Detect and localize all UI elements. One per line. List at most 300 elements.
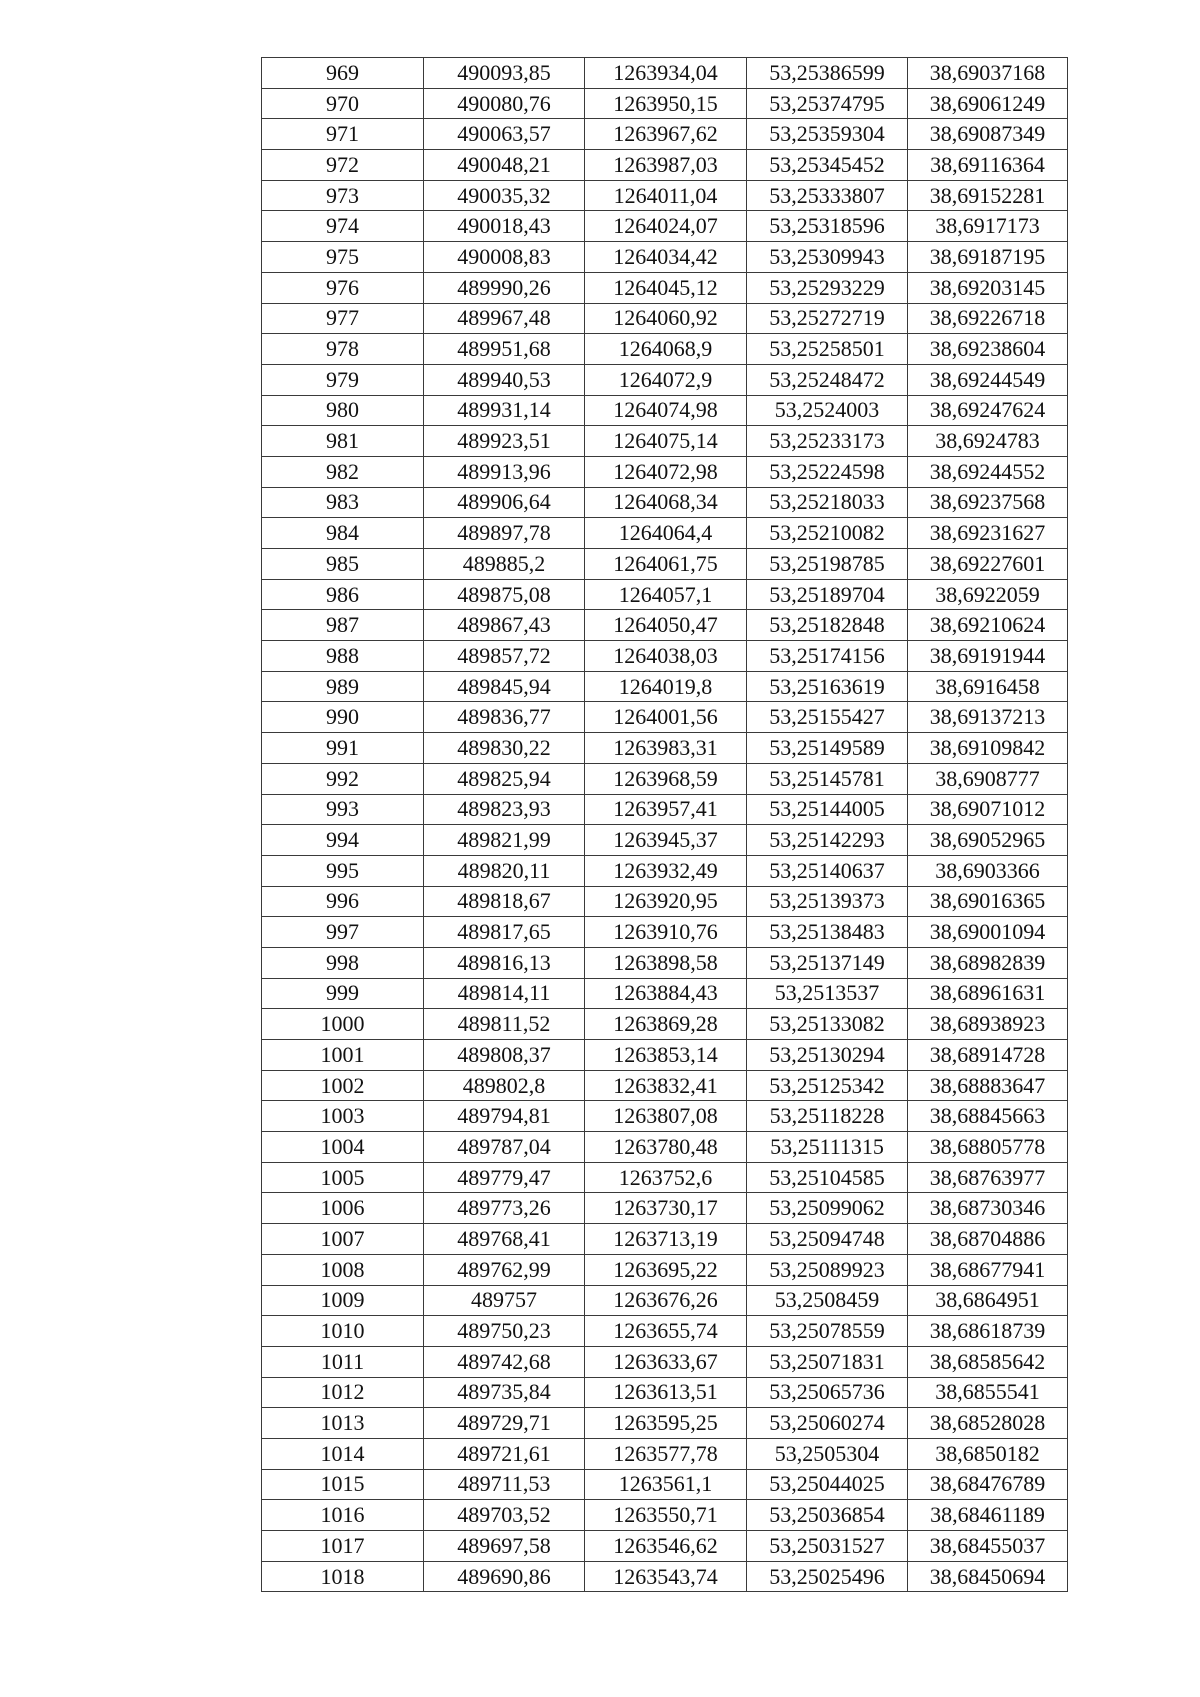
y-coordinate-cell: 1264038,03	[585, 641, 747, 672]
point-number-cell: 1001	[262, 1040, 424, 1071]
y-coordinate-cell: 1263807,08	[585, 1101, 747, 1132]
longitude-cell: 38,69244552	[908, 456, 1068, 487]
table-row	[262, 1561, 1068, 1592]
y-coordinate-cell: 1263968,59	[585, 763, 747, 794]
y-coordinate-cell: 1264060,92	[585, 303, 747, 334]
latitude-cell: 53,25309943	[747, 242, 908, 273]
latitude-cell: 53,25182848	[747, 610, 908, 641]
point-number-cell: 984	[262, 518, 424, 549]
coordinates-table	[261, 57, 1068, 1592]
x-coordinate-cell: 489913,96	[424, 456, 585, 487]
point-number-cell: 980	[262, 395, 424, 426]
latitude-cell: 53,25359304	[747, 119, 908, 150]
longitude-cell: 38,6903366	[908, 855, 1068, 886]
latitude-cell: 53,25144005	[747, 794, 908, 825]
point-number-cell: 974	[262, 211, 424, 242]
y-coordinate-cell: 1264050,47	[585, 610, 747, 641]
table-row	[262, 1254, 1068, 1285]
x-coordinate-cell: 490035,32	[424, 180, 585, 211]
longitude-cell: 38,69152281	[908, 180, 1068, 211]
table-row	[262, 426, 1068, 457]
latitude-cell: 53,25060274	[747, 1408, 908, 1439]
latitude-cell: 53,25318596	[747, 211, 908, 242]
latitude-cell: 53,25293229	[747, 272, 908, 303]
latitude-cell: 53,25065736	[747, 1377, 908, 1408]
x-coordinate-cell: 489825,94	[424, 763, 585, 794]
latitude-cell: 53,25138483	[747, 917, 908, 948]
table-row	[262, 1285, 1068, 1316]
latitude-cell: 53,25272719	[747, 303, 908, 334]
point-number-cell: 973	[262, 180, 424, 211]
point-number-cell: 978	[262, 334, 424, 365]
point-number-cell: 982	[262, 456, 424, 487]
latitude-cell: 53,25224598	[747, 456, 908, 487]
x-coordinate-cell: 489830,22	[424, 733, 585, 764]
longitude-cell: 38,6917173	[908, 211, 1068, 242]
table-row	[262, 1346, 1068, 1377]
longitude-cell: 38,68476789	[908, 1469, 1068, 1500]
point-number-cell: 995	[262, 855, 424, 886]
x-coordinate-cell: 489845,94	[424, 671, 585, 702]
longitude-cell: 38,6924783	[908, 426, 1068, 457]
latitude-cell: 53,2505304	[747, 1438, 908, 1469]
y-coordinate-cell: 1263932,49	[585, 855, 747, 886]
latitude-cell: 53,2524003	[747, 395, 908, 426]
y-coordinate-cell: 1264034,42	[585, 242, 747, 273]
table-row	[262, 702, 1068, 733]
table-row	[262, 794, 1068, 825]
x-coordinate-cell: 489735,84	[424, 1377, 585, 1408]
longitude-cell: 38,69001094	[908, 917, 1068, 948]
y-coordinate-cell: 1263832,41	[585, 1070, 747, 1101]
table-row	[262, 1377, 1068, 1408]
x-coordinate-cell: 489897,78	[424, 518, 585, 549]
point-number-cell: 979	[262, 364, 424, 395]
y-coordinate-cell: 1264075,14	[585, 426, 747, 457]
y-coordinate-cell: 1263633,67	[585, 1346, 747, 1377]
point-number-cell: 1015	[262, 1469, 424, 1500]
x-coordinate-cell: 489821,99	[424, 825, 585, 856]
point-number-cell: 975	[262, 242, 424, 273]
longitude-cell: 38,68883647	[908, 1070, 1068, 1101]
point-number-cell: 994	[262, 825, 424, 856]
latitude-cell: 53,25218033	[747, 487, 908, 518]
x-coordinate-cell: 489690,86	[424, 1561, 585, 1592]
x-coordinate-cell: 489875,08	[424, 579, 585, 610]
table-row	[262, 180, 1068, 211]
latitude-cell: 53,25099062	[747, 1193, 908, 1224]
latitude-cell: 53,25025496	[747, 1561, 908, 1592]
y-coordinate-cell: 1263780,48	[585, 1132, 747, 1163]
point-number-cell: 1013	[262, 1408, 424, 1439]
point-number-cell: 988	[262, 641, 424, 672]
x-coordinate-cell: 489951,68	[424, 334, 585, 365]
y-coordinate-cell: 1264024,07	[585, 211, 747, 242]
x-coordinate-cell: 489811,52	[424, 1009, 585, 1040]
coordinates-table-body	[262, 58, 1068, 1592]
point-number-cell: 976	[262, 272, 424, 303]
point-number-cell: 996	[262, 886, 424, 917]
point-number-cell: 1018	[262, 1561, 424, 1592]
table-row	[262, 518, 1068, 549]
y-coordinate-cell: 1263910,76	[585, 917, 747, 948]
point-number-cell: 989	[262, 671, 424, 702]
latitude-cell: 53,25145781	[747, 763, 908, 794]
point-number-cell: 1008	[262, 1254, 424, 1285]
x-coordinate-cell: 490093,85	[424, 58, 585, 89]
latitude-cell: 53,25142293	[747, 825, 908, 856]
longitude-cell: 38,68982839	[908, 947, 1068, 978]
point-number-cell: 983	[262, 487, 424, 518]
latitude-cell: 53,25374795	[747, 88, 908, 119]
longitude-cell: 38,6864951	[908, 1285, 1068, 1316]
x-coordinate-cell: 489721,61	[424, 1438, 585, 1469]
y-coordinate-cell: 1263550,71	[585, 1500, 747, 1531]
longitude-cell: 38,69037168	[908, 58, 1068, 89]
y-coordinate-cell: 1264061,75	[585, 549, 747, 580]
y-coordinate-cell: 1263752,6	[585, 1162, 747, 1193]
latitude-cell: 53,25031527	[747, 1531, 908, 1562]
point-number-cell: 1002	[262, 1070, 424, 1101]
table-row	[262, 150, 1068, 181]
longitude-cell: 38,69137213	[908, 702, 1068, 733]
table-row	[262, 549, 1068, 580]
x-coordinate-cell: 489816,13	[424, 947, 585, 978]
x-coordinate-cell: 489762,99	[424, 1254, 585, 1285]
x-coordinate-cell: 489923,51	[424, 426, 585, 457]
table-row	[262, 456, 1068, 487]
y-coordinate-cell: 1263676,26	[585, 1285, 747, 1316]
longitude-cell: 38,68805778	[908, 1132, 1068, 1163]
longitude-cell: 38,69052965	[908, 825, 1068, 856]
point-number-cell: 1007	[262, 1224, 424, 1255]
longitude-cell: 38,68845663	[908, 1101, 1068, 1132]
x-coordinate-cell: 489990,26	[424, 272, 585, 303]
x-coordinate-cell: 489823,93	[424, 794, 585, 825]
y-coordinate-cell: 1263543,74	[585, 1561, 747, 1592]
latitude-cell: 53,25248472	[747, 364, 908, 395]
longitude-cell: 38,69087349	[908, 119, 1068, 150]
point-number-cell: 981	[262, 426, 424, 457]
longitude-cell: 38,68450694	[908, 1561, 1068, 1592]
table-row	[262, 1469, 1068, 1500]
table-row	[262, 303, 1068, 334]
y-coordinate-cell: 1263987,03	[585, 150, 747, 181]
table-row	[262, 917, 1068, 948]
latitude-cell: 53,2513537	[747, 978, 908, 1009]
table-row	[262, 641, 1068, 672]
latitude-cell: 53,25386599	[747, 58, 908, 89]
longitude-cell: 38,69231627	[908, 518, 1068, 549]
latitude-cell: 53,25089923	[747, 1254, 908, 1285]
y-coordinate-cell: 1263546,62	[585, 1531, 747, 1562]
x-coordinate-cell: 490063,57	[424, 119, 585, 150]
latitude-cell: 53,25118228	[747, 1101, 908, 1132]
point-number-cell: 969	[262, 58, 424, 89]
table-row	[262, 211, 1068, 242]
longitude-cell: 38,68455037	[908, 1531, 1068, 1562]
y-coordinate-cell: 1263595,25	[585, 1408, 747, 1439]
table-row	[262, 610, 1068, 641]
longitude-cell: 38,6855541	[908, 1377, 1068, 1408]
longitude-cell: 38,69244549	[908, 364, 1068, 395]
longitude-cell: 38,68461189	[908, 1500, 1068, 1531]
table-row	[262, 855, 1068, 886]
y-coordinate-cell: 1263983,31	[585, 733, 747, 764]
point-number-cell: 1016	[262, 1500, 424, 1531]
x-coordinate-cell: 489768,41	[424, 1224, 585, 1255]
point-number-cell: 997	[262, 917, 424, 948]
longitude-cell: 38,6916458	[908, 671, 1068, 702]
longitude-cell: 38,69116364	[908, 150, 1068, 181]
x-coordinate-cell: 490008,83	[424, 242, 585, 273]
x-coordinate-cell: 489820,11	[424, 855, 585, 886]
point-number-cell: 999	[262, 978, 424, 1009]
latitude-cell: 53,25174156	[747, 641, 908, 672]
table-row	[262, 395, 1068, 426]
x-coordinate-cell: 489802,8	[424, 1070, 585, 1101]
y-coordinate-cell: 1264064,4	[585, 518, 747, 549]
longitude-cell: 38,69238604	[908, 334, 1068, 365]
latitude-cell: 53,25149589	[747, 733, 908, 764]
point-number-cell: 986	[262, 579, 424, 610]
point-number-cell: 970	[262, 88, 424, 119]
y-coordinate-cell: 1263561,1	[585, 1469, 747, 1500]
y-coordinate-cell: 1264072,9	[585, 364, 747, 395]
x-coordinate-cell: 489967,48	[424, 303, 585, 334]
x-coordinate-cell: 489867,43	[424, 610, 585, 641]
point-number-cell: 1004	[262, 1132, 424, 1163]
table-row	[262, 886, 1068, 917]
latitude-cell: 53,25163619	[747, 671, 908, 702]
table-row	[262, 119, 1068, 150]
y-coordinate-cell: 1263957,41	[585, 794, 747, 825]
longitude-cell: 38,69203145	[908, 272, 1068, 303]
point-number-cell: 1010	[262, 1316, 424, 1347]
table-row	[262, 58, 1068, 89]
y-coordinate-cell: 1263730,17	[585, 1193, 747, 1224]
longitude-cell: 38,69210624	[908, 610, 1068, 641]
longitude-cell: 38,68618739	[908, 1316, 1068, 1347]
longitude-cell: 38,69247624	[908, 395, 1068, 426]
latitude-cell: 53,25198785	[747, 549, 908, 580]
x-coordinate-cell: 489750,23	[424, 1316, 585, 1347]
x-coordinate-cell: 489836,77	[424, 702, 585, 733]
latitude-cell: 53,25155427	[747, 702, 908, 733]
x-coordinate-cell: 489906,64	[424, 487, 585, 518]
x-coordinate-cell: 489773,26	[424, 1193, 585, 1224]
x-coordinate-cell: 489757	[424, 1285, 585, 1316]
table-row	[262, 88, 1068, 119]
table-row	[262, 671, 1068, 702]
longitude-cell: 38,68938923	[908, 1009, 1068, 1040]
table-row	[262, 1408, 1068, 1439]
latitude-cell: 53,25189704	[747, 579, 908, 610]
longitude-cell: 38,69016365	[908, 886, 1068, 917]
table-row	[262, 733, 1068, 764]
table-row	[262, 1040, 1068, 1071]
y-coordinate-cell: 1264045,12	[585, 272, 747, 303]
table-row	[262, 1500, 1068, 1531]
x-coordinate-cell: 489711,53	[424, 1469, 585, 1500]
point-number-cell: 1000	[262, 1009, 424, 1040]
longitude-cell: 38,68585642	[908, 1346, 1068, 1377]
point-number-cell: 1006	[262, 1193, 424, 1224]
latitude-cell: 53,25078559	[747, 1316, 908, 1347]
longitude-cell: 38,68528028	[908, 1408, 1068, 1439]
x-coordinate-cell: 490080,76	[424, 88, 585, 119]
longitude-cell: 38,68914728	[908, 1040, 1068, 1071]
y-coordinate-cell: 1263898,58	[585, 947, 747, 978]
point-number-cell: 971	[262, 119, 424, 150]
x-coordinate-cell: 489808,37	[424, 1040, 585, 1071]
table-row	[262, 1438, 1068, 1469]
y-coordinate-cell: 1263950,15	[585, 88, 747, 119]
table-row	[262, 1531, 1068, 1562]
longitude-cell: 38,6850182	[908, 1438, 1068, 1469]
latitude-cell: 53,25233173	[747, 426, 908, 457]
longitude-cell: 38,68763977	[908, 1162, 1068, 1193]
longitude-cell: 38,69109842	[908, 733, 1068, 764]
longitude-cell: 38,69061249	[908, 88, 1068, 119]
x-coordinate-cell: 489885,2	[424, 549, 585, 580]
y-coordinate-cell: 1263713,19	[585, 1224, 747, 1255]
y-coordinate-cell: 1263869,28	[585, 1009, 747, 1040]
latitude-cell: 53,25137149	[747, 947, 908, 978]
latitude-cell: 53,25044025	[747, 1469, 908, 1500]
longitude-cell: 38,68704886	[908, 1224, 1068, 1255]
x-coordinate-cell: 489931,14	[424, 395, 585, 426]
y-coordinate-cell: 1263945,37	[585, 825, 747, 856]
x-coordinate-cell: 489940,53	[424, 364, 585, 395]
table-row	[262, 1101, 1068, 1132]
table-row	[262, 334, 1068, 365]
latitude-cell: 53,25104585	[747, 1162, 908, 1193]
latitude-cell: 53,2508459	[747, 1285, 908, 1316]
latitude-cell: 53,25130294	[747, 1040, 908, 1071]
table-row	[262, 763, 1068, 794]
longitude-cell: 38,69191944	[908, 641, 1068, 672]
point-number-cell: 990	[262, 702, 424, 733]
point-number-cell: 1014	[262, 1438, 424, 1469]
y-coordinate-cell: 1263934,04	[585, 58, 747, 89]
table-row	[262, 1316, 1068, 1347]
x-coordinate-cell: 489857,72	[424, 641, 585, 672]
y-coordinate-cell: 1263695,22	[585, 1254, 747, 1285]
point-number-cell: 985	[262, 549, 424, 580]
table-row	[262, 1132, 1068, 1163]
y-coordinate-cell: 1263577,78	[585, 1438, 747, 1469]
point-number-cell: 1012	[262, 1377, 424, 1408]
x-coordinate-cell: 490018,43	[424, 211, 585, 242]
x-coordinate-cell: 490048,21	[424, 150, 585, 181]
y-coordinate-cell: 1264011,04	[585, 180, 747, 211]
x-coordinate-cell: 489794,81	[424, 1101, 585, 1132]
longitude-cell: 38,69187195	[908, 242, 1068, 273]
y-coordinate-cell: 1264072,98	[585, 456, 747, 487]
table-row	[262, 1193, 1068, 1224]
point-number-cell: 998	[262, 947, 424, 978]
point-number-cell: 977	[262, 303, 424, 334]
y-coordinate-cell: 1264019,8	[585, 671, 747, 702]
longitude-cell: 38,68677941	[908, 1254, 1068, 1285]
latitude-cell: 53,25210082	[747, 518, 908, 549]
latitude-cell: 53,25140637	[747, 855, 908, 886]
longitude-cell: 38,68730346	[908, 1193, 1068, 1224]
y-coordinate-cell: 1263853,14	[585, 1040, 747, 1071]
y-coordinate-cell: 1263884,43	[585, 978, 747, 1009]
latitude-cell: 53,25139373	[747, 886, 908, 917]
point-number-cell: 1009	[262, 1285, 424, 1316]
latitude-cell: 53,25258501	[747, 334, 908, 365]
x-coordinate-cell: 489703,52	[424, 1500, 585, 1531]
x-coordinate-cell: 489814,11	[424, 978, 585, 1009]
longitude-cell: 38,69226718	[908, 303, 1068, 334]
point-number-cell: 1011	[262, 1346, 424, 1377]
point-number-cell: 1003	[262, 1101, 424, 1132]
longitude-cell: 38,69237568	[908, 487, 1068, 518]
x-coordinate-cell: 489817,65	[424, 917, 585, 948]
latitude-cell: 53,25111315	[747, 1132, 908, 1163]
longitude-cell: 38,68961631	[908, 978, 1068, 1009]
latitude-cell: 53,25036854	[747, 1500, 908, 1531]
latitude-cell: 53,25071831	[747, 1346, 908, 1377]
table-row	[262, 1162, 1068, 1193]
table-row	[262, 364, 1068, 395]
latitude-cell: 53,25333807	[747, 180, 908, 211]
y-coordinate-cell: 1263613,51	[585, 1377, 747, 1408]
x-coordinate-cell: 489697,58	[424, 1531, 585, 1562]
x-coordinate-cell: 489787,04	[424, 1132, 585, 1163]
y-coordinate-cell: 1264001,56	[585, 702, 747, 733]
table-row	[262, 272, 1068, 303]
y-coordinate-cell: 1264074,98	[585, 395, 747, 426]
table-row	[262, 579, 1068, 610]
x-coordinate-cell: 489742,68	[424, 1346, 585, 1377]
table-row	[262, 1009, 1068, 1040]
table-row	[262, 978, 1068, 1009]
y-coordinate-cell: 1263967,62	[585, 119, 747, 150]
latitude-cell: 53,25345452	[747, 150, 908, 181]
table-row	[262, 825, 1068, 856]
point-number-cell: 992	[262, 763, 424, 794]
y-coordinate-cell: 1264068,9	[585, 334, 747, 365]
point-number-cell: 991	[262, 733, 424, 764]
point-number-cell: 993	[262, 794, 424, 825]
latitude-cell: 53,25133082	[747, 1009, 908, 1040]
table-row	[262, 242, 1068, 273]
y-coordinate-cell: 1264057,1	[585, 579, 747, 610]
latitude-cell: 53,25125342	[747, 1070, 908, 1101]
y-coordinate-cell: 1264068,34	[585, 487, 747, 518]
table-row	[262, 487, 1068, 518]
table-row	[262, 947, 1068, 978]
longitude-cell: 38,69071012	[908, 794, 1068, 825]
longitude-cell: 38,6908777	[908, 763, 1068, 794]
x-coordinate-cell: 489779,47	[424, 1162, 585, 1193]
point-number-cell: 987	[262, 610, 424, 641]
x-coordinate-cell: 489818,67	[424, 886, 585, 917]
table-row	[262, 1070, 1068, 1101]
y-coordinate-cell: 1263655,74	[585, 1316, 747, 1347]
y-coordinate-cell: 1263920,95	[585, 886, 747, 917]
latitude-cell: 53,25094748	[747, 1224, 908, 1255]
point-number-cell: 1005	[262, 1162, 424, 1193]
x-coordinate-cell: 489729,71	[424, 1408, 585, 1439]
longitude-cell: 38,69227601	[908, 549, 1068, 580]
longitude-cell: 38,6922059	[908, 579, 1068, 610]
table-row	[262, 1224, 1068, 1255]
